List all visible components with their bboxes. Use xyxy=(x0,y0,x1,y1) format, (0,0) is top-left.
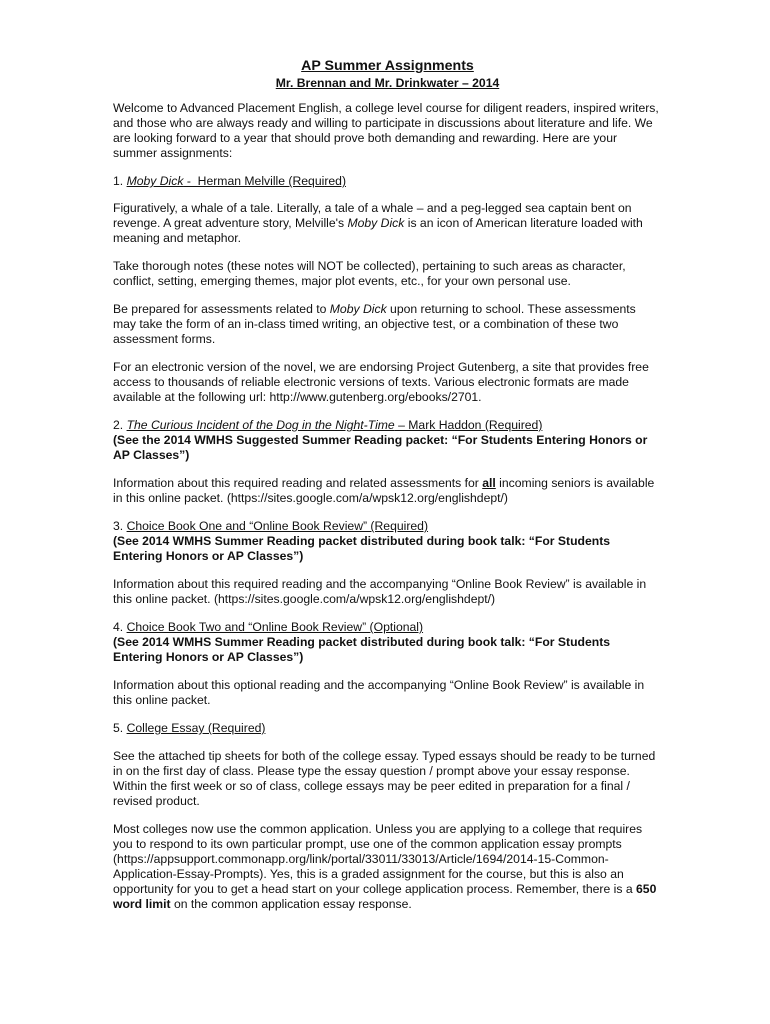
assignment-4-title: Choice Book Two and “Online Book Review” (Optional) xyxy=(126,620,424,634)
assignment-3-title: Choice Book One and “Online Book Review” (Required) xyxy=(126,519,429,533)
assignment-3-note: (See 2014 WMHS Summer Reading packet distributed during book talk: “For Students Entering Honors or AP Classes”) xyxy=(113,534,611,563)
assignment-3-heading xyxy=(113,519,662,534)
assignment-4-note: (See 2014 WMHS Summer Reading packet distributed during book talk: “For Students Entering Honors or AP Classes”) xyxy=(113,635,611,664)
assignment-5-tip-sheets: See the attached tip sheets for both of the college essay. Typed essays should be ready to be turned in on the first day of class. Please type the essay question / prompt above your essay response. Within the first week or so of class, college essays may be peer edited in preparation for a final / revised product. xyxy=(113,749,656,808)
assignment-3-number: 3. xyxy=(113,519,124,533)
moby-dick-title-inline-2: Moby Dick xyxy=(329,302,387,316)
assignment-2-heading xyxy=(113,418,662,433)
assignment-5-number: 5. xyxy=(113,721,124,735)
assignment-2-author: – Mark Haddon (Required) xyxy=(394,418,543,432)
word-limit-emphasis: 650 word limit xyxy=(113,882,657,911)
assignment-1-title: Moby Dick xyxy=(126,174,184,188)
assignment-2-note: (See the 2014 WMHS Suggested Summer Reading packet: “For Students Entering Honors or AP Classes”) xyxy=(113,433,648,462)
assignment-1-notes-instructions: Take thorough notes (these notes will NOT be collected), pertaining to such areas as character, conflict, setting, emerging themes, major plot events, etc., for your own personal use. xyxy=(113,259,626,288)
assignment-5-common-application: Most colleges now use the common application. Unless you are applying to a college that requires you to respond to its own particular prompt, use one of the common application essay prompts (https://appsupport.commonapp.org/link/portal/33011/33013/Article/1694/2014-15-Common-Application-Essay-Prompts). Yes, this is a graded assignment for the course, but this is also an opportunity for you to get a head start on your college application process. Remember, there is a 650 word limit on the common application essay response. xyxy=(113,822,657,911)
document-title: AP Summer Assignments xyxy=(301,58,474,74)
moby-dick-title-inline: Moby Dick xyxy=(347,216,405,230)
assignment-3-information: Information about this required reading and the accompanying “Online Book Review” is available in this online packet. (https://sites.google.com/a/wpsk12.org/englishdept/) xyxy=(113,577,647,606)
assignment-1-assessments: Be prepared for assessments related to Moby Dick upon returning to school. These assessments may take the form of an in-class timed writing, an objective test, or a combination of these two assessment forms. xyxy=(113,302,636,346)
document-subtitle: Mr. Brennan and Mr. Drinkwater – 2014 xyxy=(275,76,500,90)
assignment-4-number: 4. xyxy=(113,620,124,634)
assignment-2-number: 2. xyxy=(113,418,124,432)
assignment-2-title: The Curious Incident of the Dog in the Night-Time xyxy=(126,418,395,432)
assignment-1-heading xyxy=(113,174,662,189)
assignment-4-heading xyxy=(113,620,662,635)
assignment-1-author: - Herman Melville (Required) xyxy=(183,174,346,188)
assignment-2-information: Information about this required reading and related assessments for all incoming seniors is available in this online packet. (https://sites.google.com/a/wpsk12.org/englishdept/) xyxy=(113,476,655,505)
assignment-1-electronic-version: For an electronic version of the novel, we are endorsing Project Gutenberg, a site that provides free access to thousands of reliable electronic versions of texts. Various electronic formats are made available at the following url: http://www.gutenberg.org/ebooks/2701. xyxy=(113,360,649,404)
assignment-4-information: Information about this optional reading and the accompanying “Online Book Review” is available in this online packet. xyxy=(113,678,645,707)
assignment-1-description: Figuratively, a whale of a tale. Literally, a tale of a whale – and a peg-legged sea captain bent on revenge. A great adventure story, Melville's Moby Dick is an icon of American literature loaded with meaning and metaphor. xyxy=(113,201,643,245)
assignment-5-heading xyxy=(113,721,662,736)
intro-paragraph: Welcome to Advanced Placement English, a college level course for diligent readers, inspired writers, and those who are always ready and willing to participate in discussions about literature and life. We are looking forward to a year that should prove both demanding and rewarding. Here are your summer assignments: xyxy=(113,101,659,160)
all-emphasis: all xyxy=(482,476,496,490)
assignment-1-number: 1. xyxy=(113,174,124,188)
assignment-5-title: College Essay (Required) xyxy=(126,721,266,735)
